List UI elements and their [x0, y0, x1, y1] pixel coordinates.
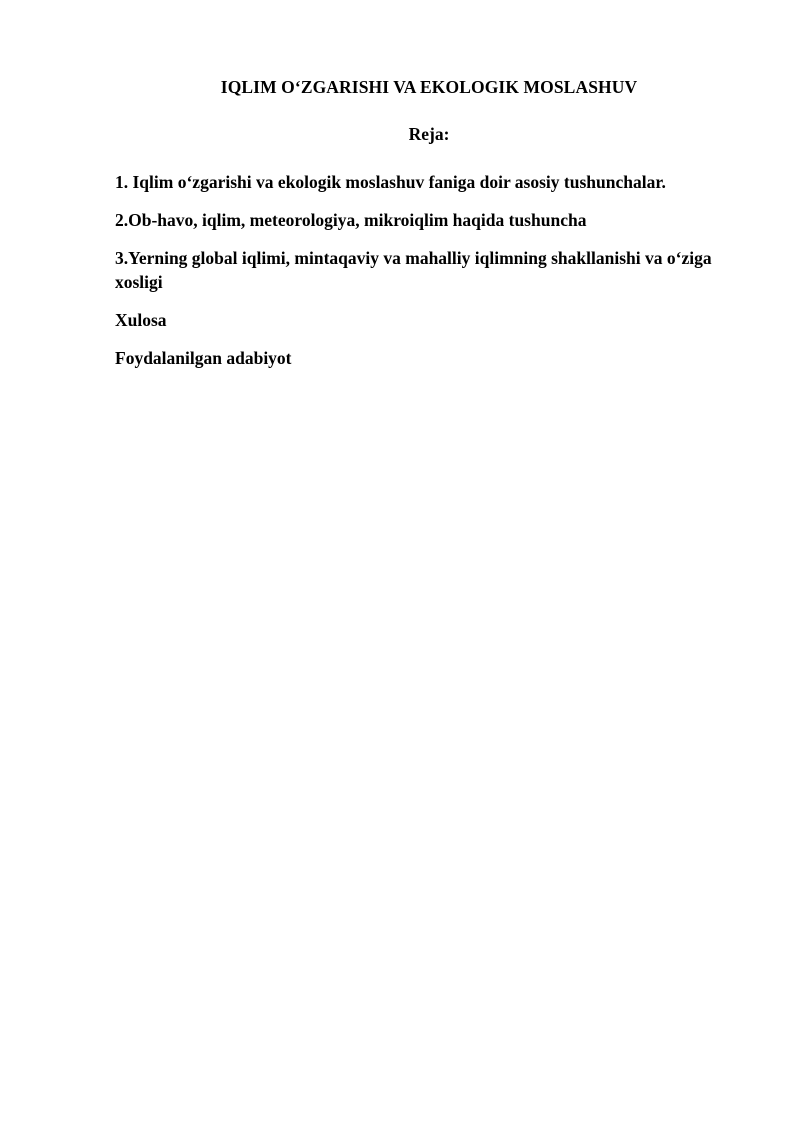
outline-item-2: 2.Ob-havo, iqlim, meteorologiya, mikroiqlim haqida tushuncha	[115, 210, 587, 230]
plan-outline	[115, 170, 715, 384]
plan-heading: Reja:	[408, 124, 450, 144]
outline-item-references: Foydalanilgan adabiyot	[115, 348, 292, 368]
outline-item-conclusion: Xulosa	[115, 310, 167, 330]
document-title: IQLIM O‘ZGARISHI VA EKOLOGIK MOSLASHUV	[220, 77, 638, 97]
outline-item-1: 1. Iqlim o‘zgarishi va ekologik moslashuv faniga doir asosiy tushunchalar.	[115, 172, 666, 192]
outline-item-3: 3.Yerning global iqlimi, mintaqaviy va mahalliy iqlimning shakllanishi va o‘ziga xosligi	[115, 248, 712, 292]
